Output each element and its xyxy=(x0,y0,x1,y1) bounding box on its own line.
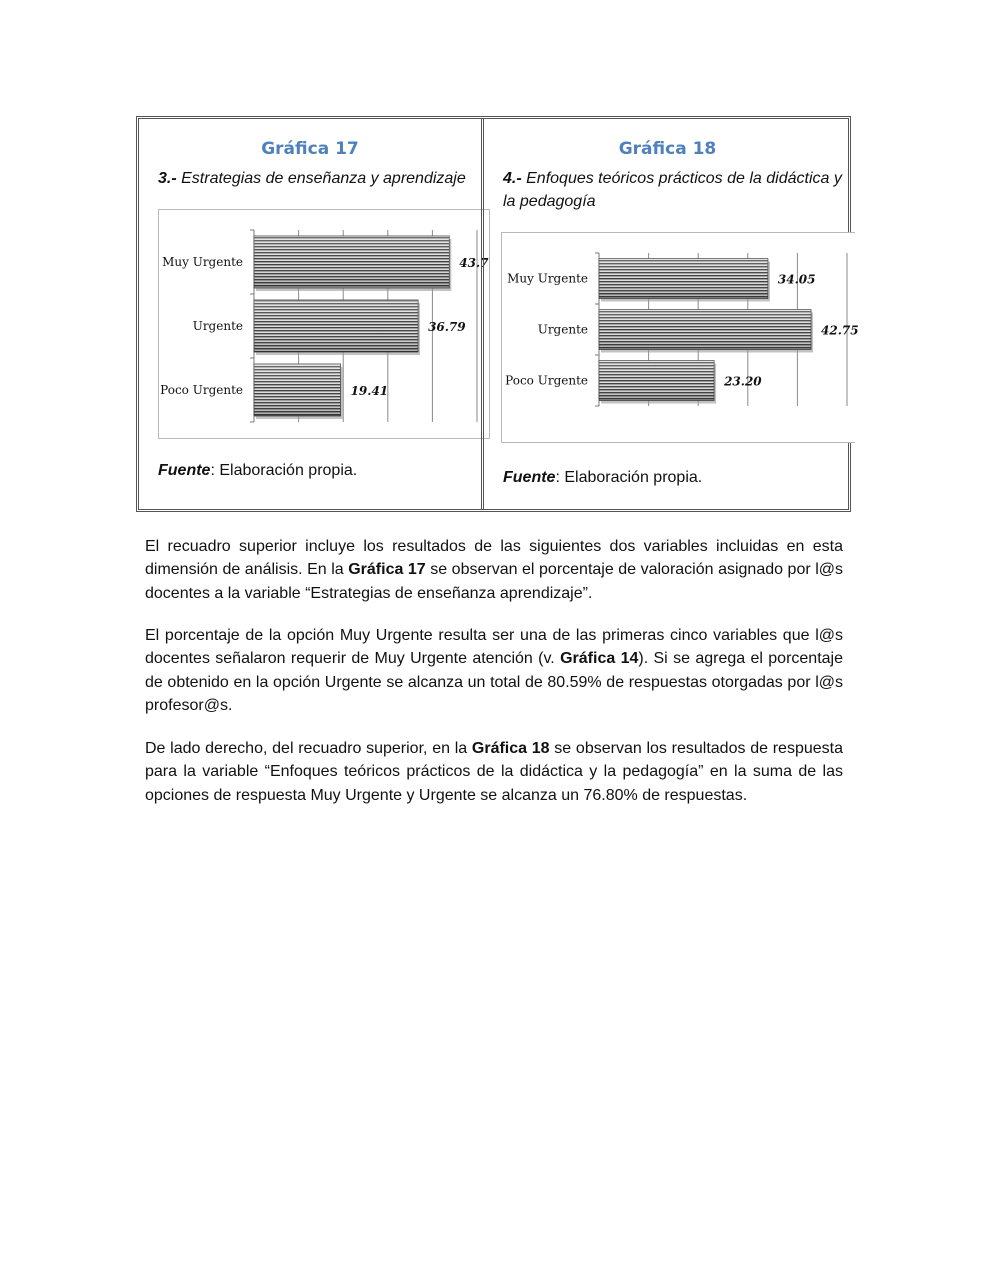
chart-subtitle-17 xyxy=(158,167,466,190)
chart-area-17 xyxy=(158,209,490,439)
category-label: Poco Urgente xyxy=(160,383,243,397)
source-note-18 xyxy=(503,469,702,487)
value-label: 19.41 xyxy=(350,384,389,398)
value-label: 23.20 xyxy=(724,374,762,389)
paragraph-text: El recuadro superior incluye los resultados de las siguientes dos variables incluidas en esta dimensión de análisis. En la xyxy=(145,538,843,579)
chart-subtitle-18 xyxy=(503,167,853,213)
value-label: 34.05 xyxy=(777,272,816,287)
category-label: Urgente xyxy=(537,322,588,337)
source-note-17 xyxy=(158,462,357,480)
source-label: Fuente xyxy=(503,469,556,486)
subtitle-text: Estrategias de enseñanza y aprendizaje xyxy=(181,170,466,187)
category-label: Muy Urgente xyxy=(162,255,243,269)
chart-title-17: Gráfica 17 xyxy=(261,139,359,159)
bar-shading xyxy=(254,236,449,288)
value-label: 43.7 xyxy=(459,256,489,270)
bar-shading xyxy=(254,300,418,352)
bar-chart-18 xyxy=(502,233,859,442)
value-label: 42.75 xyxy=(821,323,859,338)
paragraph-text: se observan los resultados de respuesta para la variable “Enfoques teóricos prácticos de la didáctica y la pedagogía” en la suma de las opciones de respuesta Muy Urgente y Urgente se alcanza un 76.80% de respuestas. xyxy=(145,740,843,804)
paragraph-2 xyxy=(145,624,843,717)
figure-reference: Gráfica 17 xyxy=(348,561,426,579)
category-label: Urgente xyxy=(192,319,243,333)
subtitle-number: 3.- xyxy=(158,170,177,187)
bar-shading xyxy=(599,310,811,350)
bar-shading xyxy=(599,361,714,401)
chart-area-18 xyxy=(501,232,859,443)
source-label: Fuente xyxy=(158,462,211,479)
bar-chart-17 xyxy=(159,210,489,438)
paragraph-text: ). Si se agrega el porcentaje de obtenido en la opción Urgente se alcanza un total de 80.59% de respuestas otorgadas por l@s profesor@s. xyxy=(145,650,843,714)
paragraph-text: El porcentaje de la opción Muy Urgente resulta ser una de las primeras cinco variables que l@s docentes señalaron requerir de Muy Urgente atención (v. xyxy=(145,627,843,668)
source-text: : Elaboración propia. xyxy=(210,462,358,479)
bar-shading xyxy=(599,259,768,299)
bar-shading xyxy=(254,364,341,416)
paragraph-1 xyxy=(145,535,843,605)
value-label: 36.79 xyxy=(428,320,466,334)
chart-panel-18 xyxy=(484,119,859,509)
subtitle-text: Enfoques teóricos prácticos de la didáctica y la pedagogía xyxy=(503,170,842,210)
subtitle-number: 4.- xyxy=(503,170,522,187)
paragraph-text: se observan el porcentaje de valoración asignado por l@s docentes a la variable “Estrategias de enseñanza aprendizaje”. xyxy=(145,561,844,602)
category-label: Muy Urgente xyxy=(507,271,588,286)
paragraph-text: De lado derecho, del recuadro superior, en la xyxy=(145,740,472,757)
source-text: : Elaboración propia. xyxy=(555,469,703,486)
paragraph-3 xyxy=(145,737,843,807)
chart-panel-17 xyxy=(139,119,489,509)
figure-reference: Gráfica 18 xyxy=(471,740,550,757)
figure-reference: Gráfica 14 xyxy=(560,650,639,668)
chart-title-18: Gráfica 18 xyxy=(618,139,717,159)
category-label: Poco Urgente xyxy=(505,373,588,388)
charts-frame xyxy=(136,116,859,512)
